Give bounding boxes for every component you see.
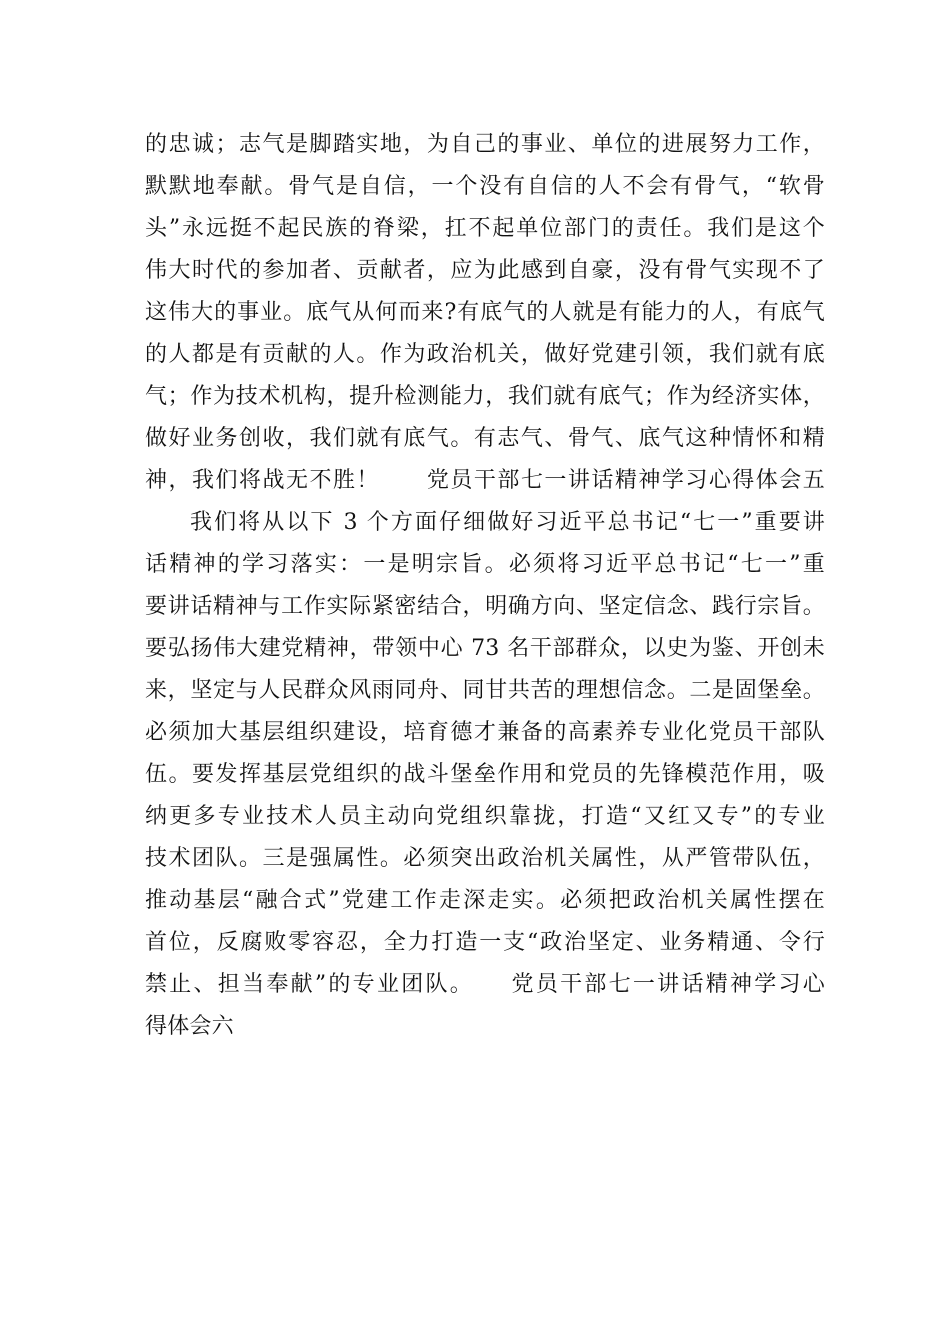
text-line: 要弘扬伟大建党精神，带领中心 73 名干部群众，以史为鉴、开创未 xyxy=(145,636,825,661)
text-line: 技术团队。三是强属性。必须突出政治机关属性，从严管带队伍， xyxy=(145,846,825,871)
text-line: 必须加大基层组织建设，培育德才兼备的高素养专业化党员干部队 xyxy=(145,720,825,745)
text-line: 神，我们将战无不胜！ 党员干部七一讲话精神学习心得体会五 xyxy=(145,468,825,493)
body-text xyxy=(145,129,825,1053)
text-line: 禁止、担当奉献”的专业团队。 党员干部七一讲话精神学习心 xyxy=(145,972,825,997)
text-line: 做好业务创收，我们就有底气。有志气、骨气、底气这种情怀和精 xyxy=(145,426,825,451)
text-line: 要讲话精神与工作实际紧密结合，明确方向、坚定信念、践行宗旨。 xyxy=(145,594,825,619)
text-line: 推动基层“融合式”党建工作走深走实。必须把政治机关属性摆在 xyxy=(145,888,825,913)
text-line: 的忠诚；志气是脚踏实地，为自己的事业、单位的进展努力工作， xyxy=(145,132,825,157)
text-line: 话精神的学习落实：一是明宗旨。必须将习近平总书记“七一”重 xyxy=(145,552,825,577)
text-line: 伍。要发挥基层党组织的战斗堡垒作用和党员的先锋模范作用，吸 xyxy=(145,762,825,787)
paragraph-first-line: 我们将从以下 3 个方面仔细做好习近平总书记“七一”重要讲 xyxy=(190,510,825,535)
text-line: 头”永远挺不起民族的脊梁，扛不起单位部门的责任。我们是这个 xyxy=(145,216,825,241)
text-line: 纳更多专业技术人员主动向党组织靠拢，打造“又红又专”的专业 xyxy=(145,804,825,829)
text-line-last: 得体会六 xyxy=(145,1014,234,1039)
text-line: 气；作为技术机构，提升检测能力，我们就有底气；作为经济实体， xyxy=(145,384,825,409)
text-line: 来，坚定与人民群众风雨同舟、同甘共苦的理想信念。二是固堡垒。 xyxy=(145,678,825,703)
text-line: 首位，反腐败零容忍，全力打造一支“政治坚定、业务精通、令行 xyxy=(145,930,825,955)
text-line: 的人都是有贡献的人。作为政治机关，做好党建引领，我们就有底 xyxy=(145,342,825,367)
text-line: 这伟大的事业。底气从何而来?有底气的人就是有能力的人，有底气 xyxy=(145,300,825,325)
text-line: 伟大时代的参加者、贡献者，应为此感到自豪，没有骨气实现不了 xyxy=(145,258,825,283)
text-line: 默默地奉献。骨气是自信，一个没有自信的人不会有骨气，“软骨 xyxy=(145,174,825,199)
